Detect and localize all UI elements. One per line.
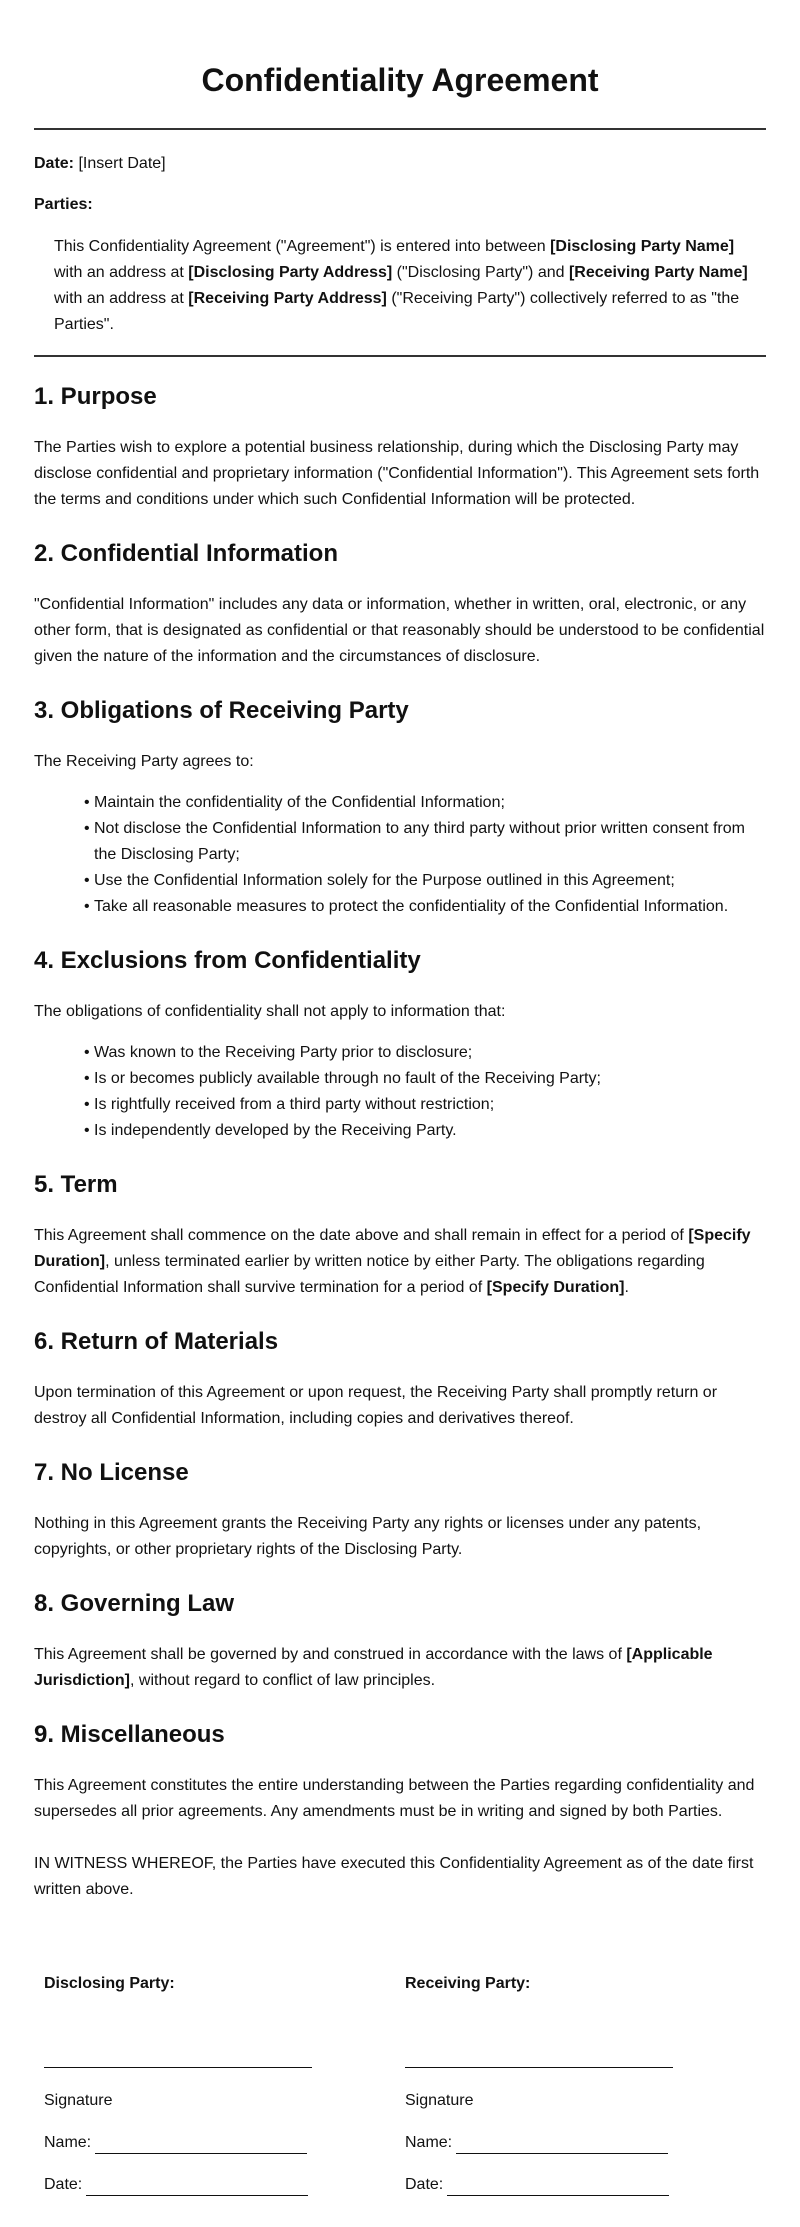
section-body: [34, 1223, 766, 1301]
date-field: [44, 2174, 405, 2196]
name-label: Name:: [405, 2134, 453, 2151]
obligations-list: [34, 790, 766, 920]
section-confidential-information: [34, 539, 766, 670]
parties-divider: [34, 355, 766, 357]
date-blank-line: [447, 2177, 669, 2196]
section-obligations: [34, 696, 766, 920]
list-item: • Was known to the Receiving Party prior to disclosure;: [84, 1040, 766, 1066]
signature-label: Signature: [405, 2092, 474, 2109]
exclusions-list: [34, 1040, 766, 1144]
section-heading: 2. Confidential Information: [34, 540, 338, 567]
section-body: The Parties wish to explore a potential business relationship, during which the Disclosing Party may disclose confidential and proprietary information ("Confidential Information"). This Agreement sets forth the terms and conditions under which such Confidential Information will be protected.: [34, 439, 760, 508]
section-term: [34, 1170, 766, 1301]
name-field: [405, 2132, 766, 2154]
parties-label: Parties:: [34, 196, 93, 213]
section-heading: 5. Term: [34, 1171, 118, 1198]
receiving-party-name: [Receiving Party Name]: [568, 264, 748, 281]
parties-text-2: with an address at: [54, 264, 189, 281]
header-divider: [34, 128, 766, 130]
section-body: This Agreement constitutes the entire understanding between the Parties regarding confidentiality and supersedes all prior agreements. Any amendments must be in writing and signed by both Parties.: [34, 1777, 755, 1820]
date-value: [Insert Date]: [78, 155, 166, 172]
section-heading: 3. Obligations of Receiving Party: [34, 697, 409, 724]
section-heading: 7. No License: [34, 1459, 189, 1486]
list-item: • Not disclose the Confidential Information to any third party without prior written consent from the Disclosing Party;: [84, 816, 766, 868]
list-item: • Use the Confidential Information solely for the Purpose outlined in this Agreement;: [84, 868, 766, 894]
section-governing-law: [34, 1589, 766, 1694]
section-heading: 6. Return of Materials: [34, 1328, 279, 1355]
date-label: Date:: [44, 2176, 83, 2193]
term-text-2: , unless terminated earlier by written notice by either Party. The obligations regarding Confidential Information shall survive termination for a period of: [34, 1253, 705, 1296]
section-return-of-materials: [34, 1327, 766, 1432]
signature-block: [34, 1973, 766, 2196]
witness-statement: IN WITNESS WHEREOF, the Parties have executed this Confidentiality Agreement as of the date first written above.: [34, 1855, 754, 1898]
parties-text-4: with an address at: [54, 290, 189, 307]
signature-label: Signature: [44, 2092, 113, 2109]
section-miscellaneous: [34, 1720, 766, 1825]
name-blank-line: [456, 2135, 668, 2154]
list-item: • Take all reasonable measures to protect the confidentiality of the Confidential Information.: [84, 894, 766, 920]
disclosing-party-name: [Disclosing Party Name]: [550, 238, 735, 255]
signature-party-heading: Receiving Party:: [405, 1975, 531, 1992]
term-duration: [Specify Duration]: [34, 1227, 751, 1270]
section-body: Upon termination of this Agreement or upon request, the Receiving Party shall promptly return or destroy all Confidential Information, including copies and derivatives thereof.: [34, 1384, 718, 1427]
parties-text-3: ("Disclosing Party") and: [392, 264, 569, 281]
list-item: • Is independently developed by the Receiving Party.: [84, 1118, 766, 1144]
signature-line: [44, 2067, 312, 2068]
receiving-party-signature: [405, 1973, 766, 2196]
applicable-jurisdiction: [Applicable Jurisdiction]: [34, 1646, 713, 1689]
section-exclusions: [34, 946, 766, 1144]
term-text-3: .: [624, 1279, 629, 1296]
list-item: • Maintain the confidentiality of the Confidential Information;: [84, 790, 766, 816]
section-body: [34, 1642, 766, 1694]
section-body: The Receiving Party agrees to:: [34, 753, 254, 770]
law-text-1: This Agreement shall be governed by and construed in accordance with the laws of: [34, 1646, 627, 1663]
date-blank-line: [86, 2177, 308, 2196]
section-purpose: [34, 382, 766, 513]
parties-text-5: ("Receiving Party") collectively referred to as "the Parties".: [54, 290, 740, 333]
signature-line: [405, 2067, 673, 2068]
document-title: Confidentiality Agreement: [201, 62, 599, 98]
section-body: "Confidential Information" includes any data or information, whether in written, oral, electronic, or any other form, that is designated as confidential or that reasonably should be understood to be confidential given the nature of the information and the circumstances of disclosure.: [34, 596, 765, 665]
parties-text-1: This Confidentiality Agreement ("Agreement") is entered into between: [54, 238, 551, 255]
list-item: • Is or becomes publicly available through no fault of the Receiving Party;: [84, 1066, 766, 1092]
name-blank-line: [95, 2135, 307, 2154]
name-field: [44, 2132, 405, 2154]
section-body: The obligations of confidentiality shall not apply to information that:: [34, 1003, 506, 1020]
section-body: Nothing in this Agreement grants the Receiving Party any rights or licenses under any patents, copyrights, or other proprietary rights of the Disclosing Party.: [34, 1515, 702, 1558]
disclosing-party-signature: [44, 1973, 405, 2196]
section-heading: 1. Purpose: [34, 383, 157, 410]
law-text-2: , without regard to conflict of law principles.: [130, 1672, 436, 1689]
receiving-party-address: [Receiving Party Address]: [188, 290, 387, 307]
name-label: Name:: [44, 2134, 92, 2151]
section-heading: 9. Miscellaneous: [34, 1721, 225, 1748]
date-label: Date:: [34, 155, 75, 172]
parties-paragraph: [34, 234, 766, 338]
survival-duration: [Specify Duration]: [486, 1279, 625, 1296]
list-item: • Is rightfully received from a third party without restriction;: [84, 1092, 766, 1118]
disclosing-party-address: [Disclosing Party Address]: [188, 264, 393, 281]
date-line: [34, 151, 766, 177]
term-text-1: This Agreement shall commence on the date above and shall remain in effect for a period of: [34, 1227, 689, 1244]
section-no-license: [34, 1458, 766, 1563]
signature-party-heading: Disclosing Party:: [44, 1975, 175, 1992]
section-heading: 8. Governing Law: [34, 1590, 235, 1617]
date-label: Date:: [405, 2176, 444, 2193]
date-field: [405, 2174, 766, 2196]
section-heading: 4. Exclusions from Confidentiality: [34, 947, 421, 974]
